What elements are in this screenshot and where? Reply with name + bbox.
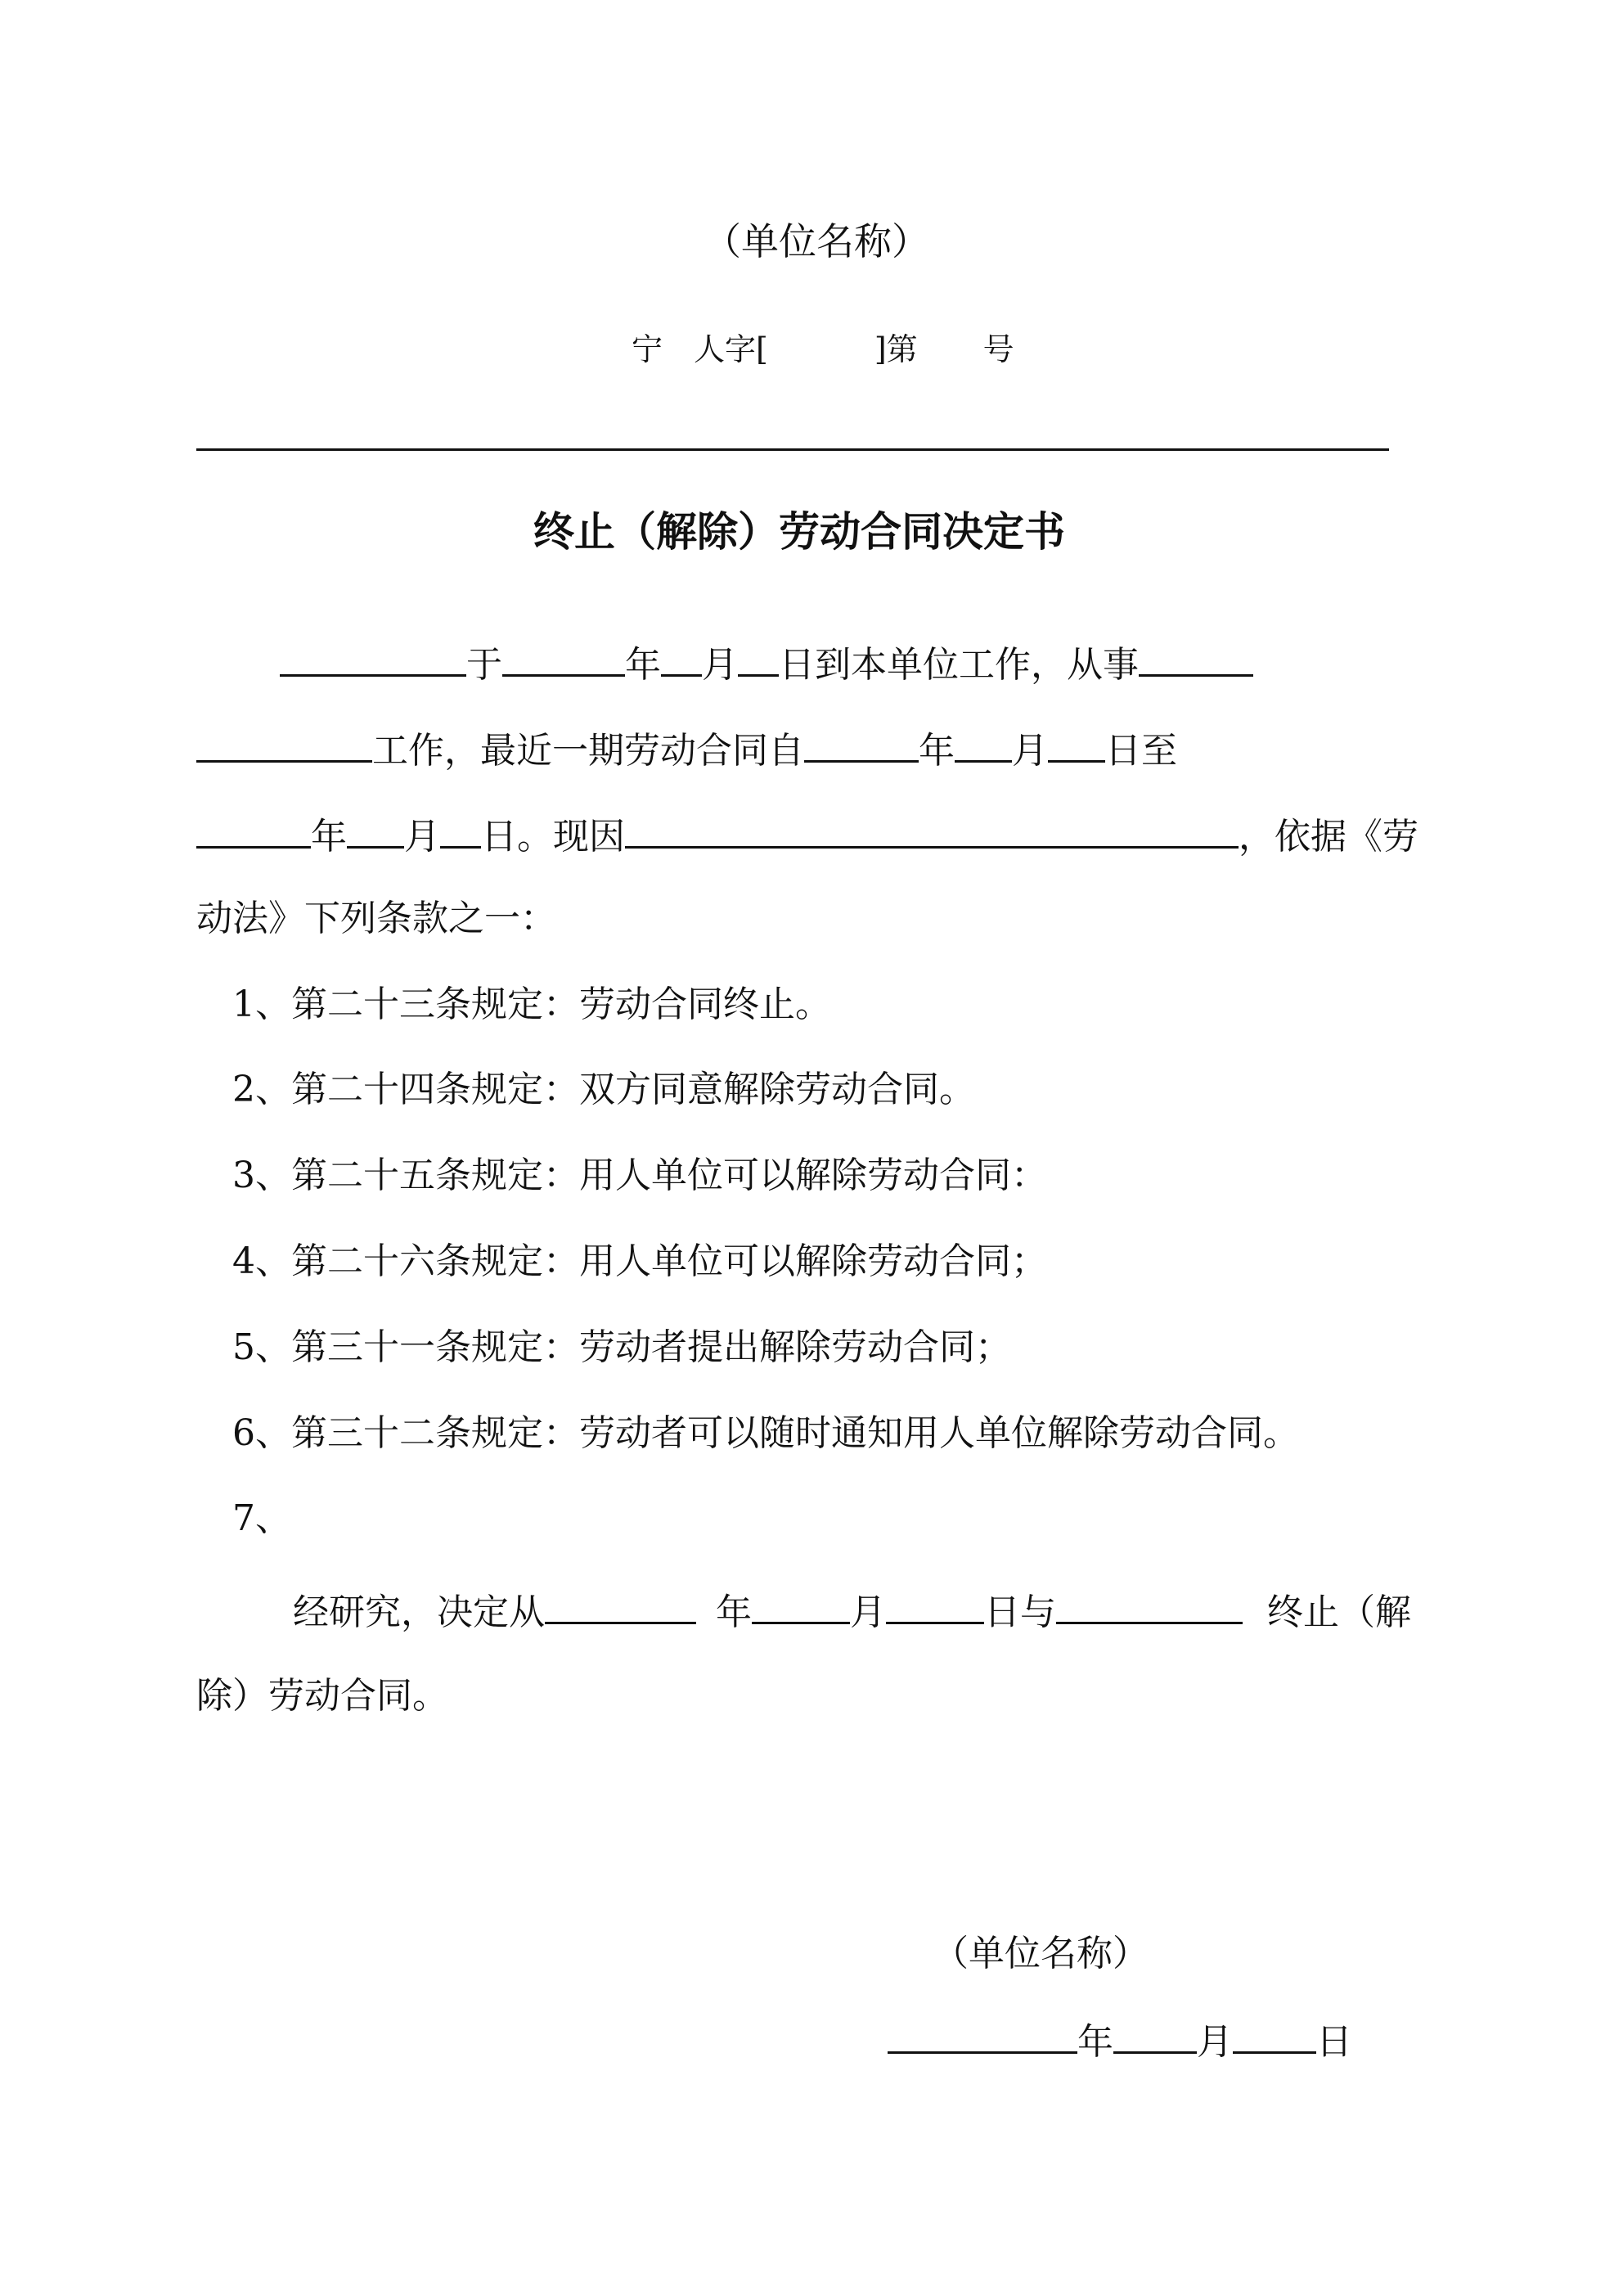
footer-day-blank[interactable] — [1233, 2015, 1316, 2054]
text-reason: 日。现因 — [481, 816, 625, 858]
text-basis: ，依据《劳 — [1239, 816, 1418, 858]
job-blank-1[interactable] — [1139, 638, 1253, 677]
contract-end-year-blank[interactable] — [196, 810, 311, 849]
clause-2: 2、第二十四条规定：双方同意解除劳动合同。 — [232, 1069, 975, 1110]
start-day-blank[interactable] — [738, 638, 779, 677]
decision-day-blank[interactable] — [886, 1586, 984, 1624]
text-footer-day: 日 — [1316, 2021, 1352, 2063]
footer-year-blank[interactable] — [888, 2015, 1077, 2054]
text-day-to: 日至 — [1105, 730, 1177, 772]
decision-year-blank[interactable] — [545, 1586, 696, 1624]
decision-person-blank[interactable] — [1056, 1586, 1243, 1624]
contract-start-day-blank[interactable] — [1048, 724, 1105, 763]
decision-month-blank[interactable] — [752, 1586, 850, 1624]
page-title: 终止（解除）劳动合同决定书 — [533, 508, 1065, 556]
body-line-3 — [196, 810, 1418, 859]
reason-blank[interactable] — [625, 810, 1239, 849]
text-footer-month: 月 — [1197, 2021, 1233, 2063]
clause-6: 6、第三十二条规定：劳动者可以随时通知用人单位解除劳动合同。 — [232, 1412, 1299, 1454]
contract-start-month-blank[interactable] — [955, 724, 1012, 763]
text-year: 年 — [625, 644, 661, 686]
text-decision-year: 年 — [716, 1591, 752, 1633]
body-line-4: 动法》下列条款之一： — [196, 898, 556, 939]
document-number — [632, 327, 1014, 371]
text-month: 月 — [702, 644, 738, 686]
text-day-work: 日到本单位工作，从事 — [779, 644, 1139, 686]
clause-1: 1、第二十三条规定：劳动合同终止。 — [232, 984, 831, 1025]
clause-4: 4、第二十六条规定：用人单位可以解除劳动合同； — [232, 1240, 1047, 1282]
clause-5: 5、第三十一条规定：劳动者提出解除劳动合同； — [232, 1326, 1011, 1368]
text-work: 工作，最近一期劳动合同自 — [372, 730, 804, 772]
clause-3: 3、第二十五条规定：用人单位可以解除劳动合同： — [232, 1155, 1047, 1196]
contract-end-day-blank[interactable] — [440, 810, 481, 849]
body-line-2 — [196, 724, 1177, 773]
footer-month-blank[interactable] — [1113, 2015, 1197, 2054]
text-year-2: 年 — [919, 730, 955, 772]
text-year-3: 年 — [311, 816, 347, 858]
doc-number-middle: ]第 — [874, 331, 918, 367]
decision-line-2: 除）劳动合同。 — [196, 1675, 448, 1717]
text-decision-month: 月 — [850, 1591, 886, 1633]
text-decision-prefix: 经研究，决定从 — [293, 1591, 545, 1633]
text-footer-year: 年 — [1077, 2021, 1113, 2063]
contract-end-month-blank[interactable] — [347, 810, 404, 849]
doc-number-prefix: 宁 人字[ — [632, 331, 768, 367]
contract-start-year-blank[interactable] — [804, 724, 919, 763]
doc-number-suffix: 号 — [982, 331, 1014, 367]
start-year-blank[interactable] — [502, 638, 625, 677]
unit-name-footer: （单位名称） — [933, 1933, 1149, 1974]
body-line-1 — [280, 638, 1253, 687]
employee-name-blank[interactable] — [280, 638, 466, 677]
job-blank-2[interactable] — [196, 724, 372, 763]
footer-date — [888, 2015, 1352, 2064]
header-divider — [196, 448, 1389, 451]
text-month-2: 月 — [1012, 730, 1048, 772]
text-decision-end: 终止（解 — [1267, 1591, 1411, 1633]
decision-line-1 — [293, 1586, 1411, 1635]
text-month-3: 月 — [404, 816, 440, 858]
text-yu: 于 — [466, 644, 502, 686]
clause-7: 7、 — [232, 1497, 291, 1539]
text-decision-with: 日与 — [984, 1591, 1056, 1633]
unit-name-header: （单位名称） — [704, 219, 929, 263]
start-month-blank[interactable] — [661, 638, 702, 677]
